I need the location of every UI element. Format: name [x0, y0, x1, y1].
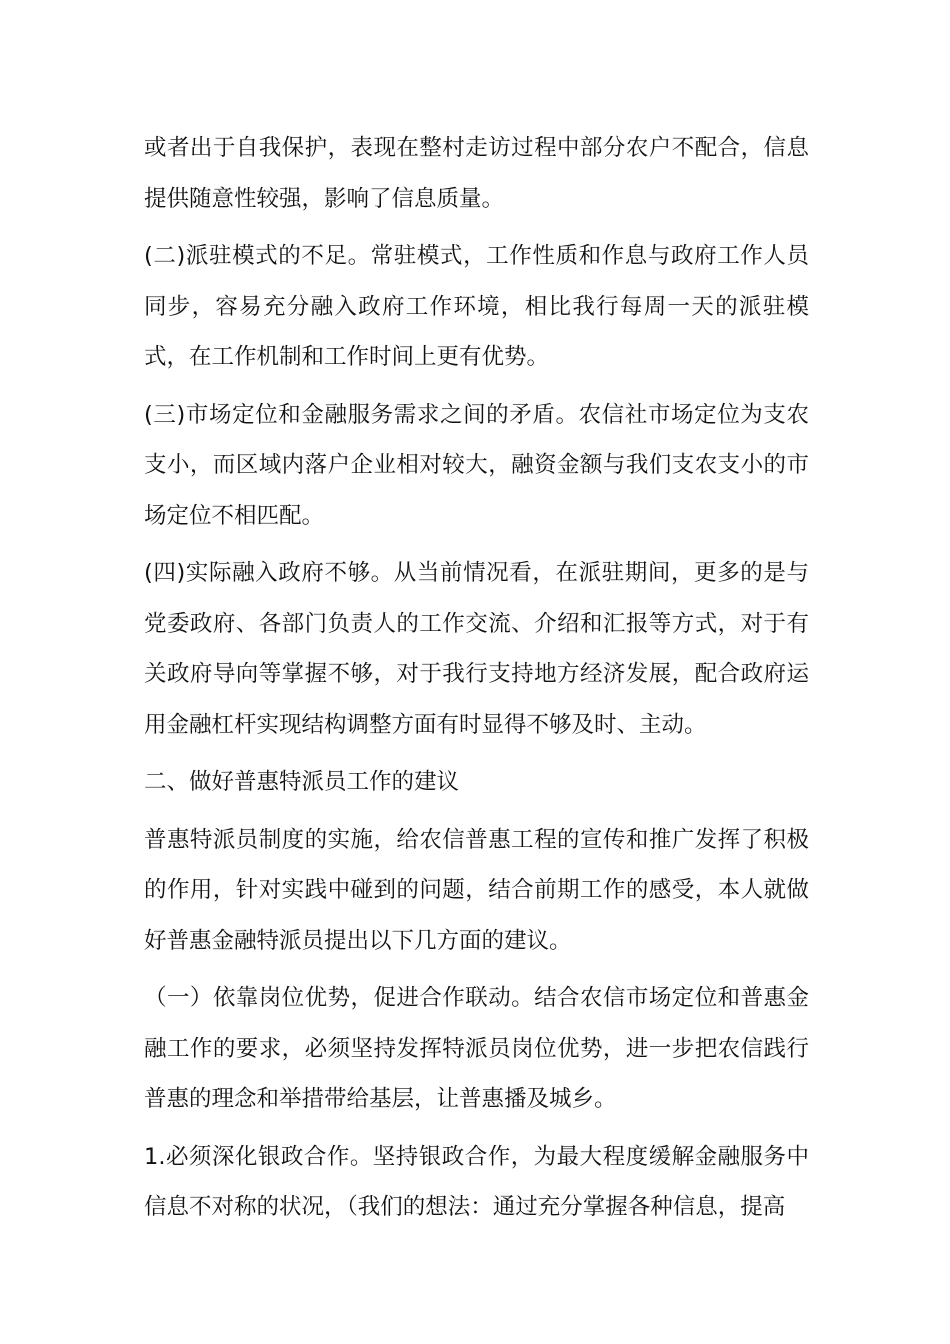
paragraph-position-advantage: （一）依靠岗位优势，促进合作联动。结合农信市场定位和普惠金融工作的要求，必须坚持发挥特派员岗位优势，进一步把农信践行普惠的理念和举措带给基层，让普惠播及城乡。 [144, 985, 809, 1112]
paragraph-continuation: 或者出于自我保护，表现在整村走访过程中部分农户不配合，信息提供随意性较强，影响了信息质量。 [144, 135, 809, 212]
paragraph-market-positioning: (三)市场定位和金融服务需求之间的矛盾。农信社市场定位为支农支小，而区域内落户企业相对较大，融资金额与我们支农支小的市场定位不相匹配。 [144, 401, 809, 529]
section-heading-suggestions: 二、做好普惠特派员工作的建议 [144, 769, 460, 795]
document-body [144, 123, 809, 1240]
paragraph-system-implementation: 普惠特派员制度的实施，给农信普惠工程的宣传和推广发挥了积极的作用，针对实践中碰到的问题，结合前期工作的感受，本人就做好普惠金融特派员提出以下几方面的建议。 [144, 826, 809, 954]
paragraph-deployment-shortcoming: (二)派驻模式的不足。常驻模式，工作性质和作息与政府工作人员同步，容易充分融入政府工作环境，相比我行每周一天的派驻模式，在工作机制和工作时间上更有优势。 [144, 243, 809, 370]
paragraph-bank-government-cooperation: 1.必须深化银政合作。坚持银政合作，为最大程度缓解金融服务中信息不对称的状况，（我们的想法：通过充分掌握各种信息，提高 [144, 1143, 809, 1220]
paragraph-government-integration: (四)实际融入政府不够。从当前情况看，在派驻期间，更多的是与党委政府、各部门负责人的工作交流、介绍和汇报等方式，对于有关政府导向等掌握不够，对于我行支持地方经济发展，配合政府运用金融杠杆实现结构调整方面有时显得不够及时、主动。 [144, 560, 809, 738]
